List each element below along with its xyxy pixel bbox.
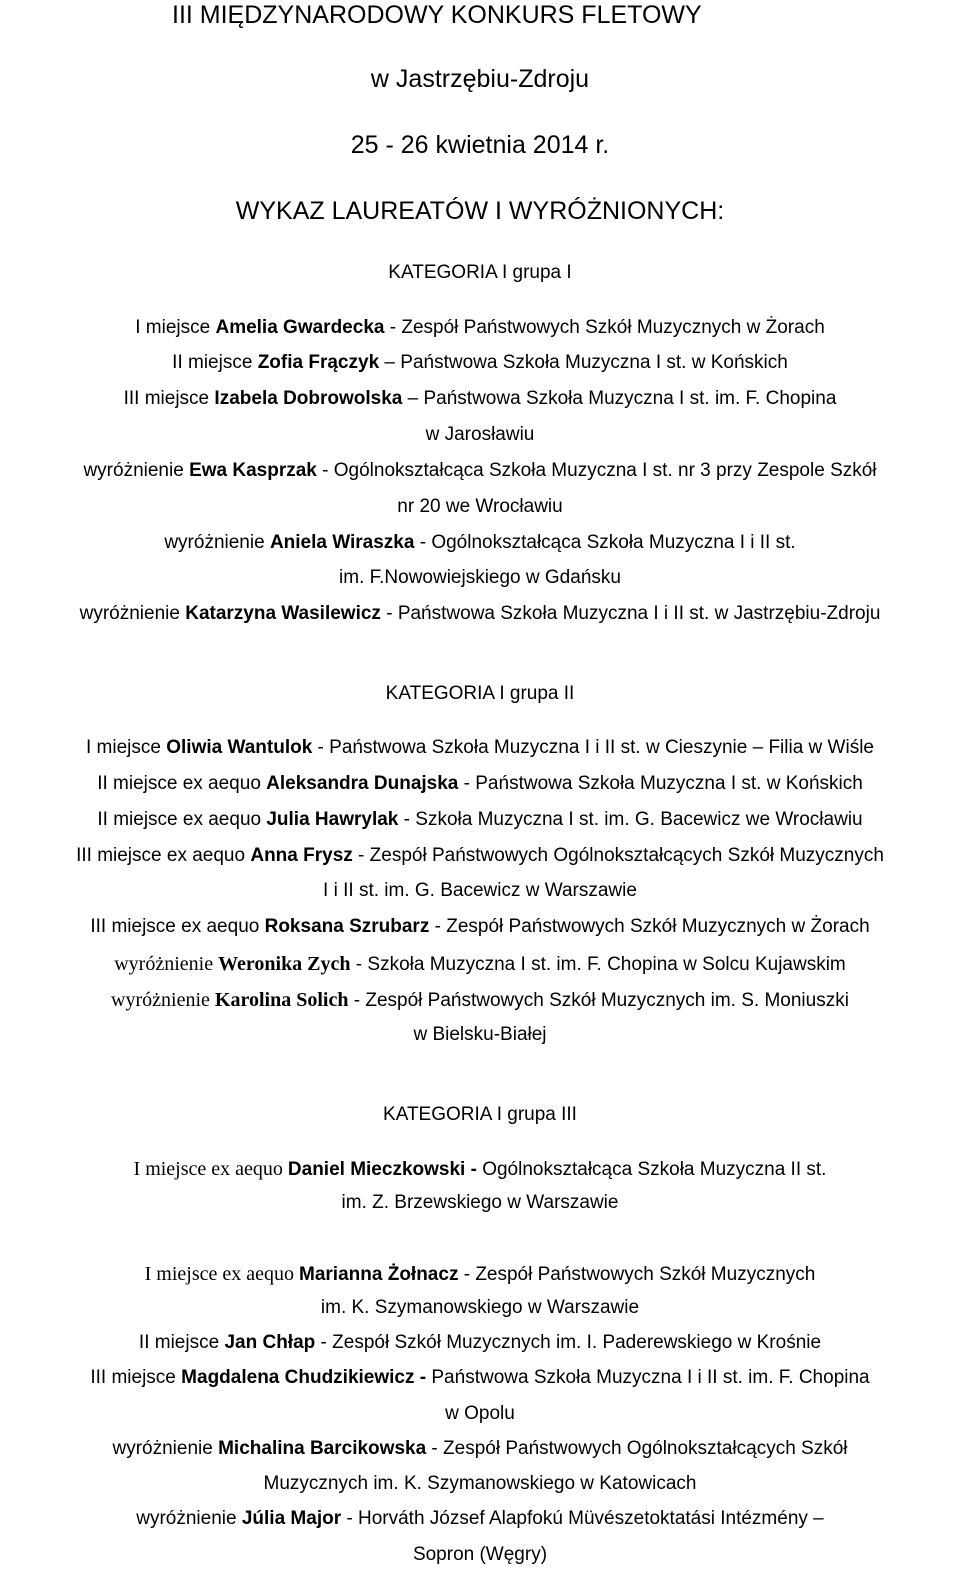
- entry: [0, 1262, 960, 1287]
- section-heading: KATEGORIA I grupa I: [388, 262, 572, 283]
- entry: [0, 988, 960, 1013]
- entry: [0, 1367, 960, 1390]
- laureate-name: Weronika Zych: [218, 953, 351, 975]
- entry-continuation: I i II st. im. G. Bacewicz w Warszawie: [323, 880, 637, 901]
- entry: [0, 352, 960, 375]
- school: - Ogólnokształcąca Szkoła Muzyczna I st. nr 3 przy Zespole Szkół: [316, 460, 877, 481]
- laureate-name: Oliwia Wantulok: [166, 737, 313, 758]
- entry: [0, 952, 960, 977]
- school: - Państwowa Szkoła Muzyczna I st. w Końskich: [458, 773, 863, 794]
- award: I miejsce ex aequo: [133, 1158, 288, 1180]
- laureate-name: Katarzyna Wasilewicz: [185, 603, 381, 624]
- entry: [0, 1438, 960, 1461]
- school: – Państwowa Szkoła Muzyczna I st. im. F. Chopina: [402, 388, 837, 409]
- laureate-name: Marianna Żołnacz: [299, 1264, 459, 1285]
- entry: [0, 603, 960, 626]
- entry-continuation: im. Z. Brzewskiego w Warszawie: [341, 1192, 619, 1213]
- award: II miejsce: [172, 352, 253, 373]
- award: I miejsce: [86, 737, 161, 758]
- award: II miejsce: [138, 1332, 220, 1353]
- entry: [0, 1157, 960, 1182]
- award: II miejsce ex aequo: [97, 809, 262, 830]
- section-heading: KATEGORIA I grupa II: [385, 683, 575, 704]
- entry: [0, 388, 960, 411]
- award: wyróżnienie: [112, 1438, 213, 1459]
- award: wyróżnienie: [79, 603, 180, 624]
- award: wyróżnienie: [83, 460, 184, 481]
- award: wyróżnienie: [136, 1508, 237, 1529]
- list-title: WYKAZ LAUREATÓW I WYRÓŻNIONYCH:: [235, 197, 725, 225]
- school: - Zespół Państwowych Ogólnokształcących Szkół Muzycznych: [352, 845, 884, 866]
- entry-continuation: Muzycznych im. K. Szymanowskiego w Katowicach: [263, 1473, 697, 1494]
- entry: [0, 1508, 960, 1531]
- school: Państwowa Szkoła Muzyczna I i II st. im. F. Chopina: [426, 1367, 870, 1388]
- school: - Zespół Państwowych Szkół Muzycznych w Żorach: [429, 916, 870, 937]
- award: wyróżnienie: [114, 953, 219, 975]
- school: – Państwowa Szkoła Muzyczna I st. w Końskich: [379, 352, 788, 373]
- school: - Państwowa Szkoła Muzyczna I i II st. w Jastrzębiu-Zdroju: [380, 603, 881, 624]
- award: I miejsce ex aequo: [144, 1263, 300, 1285]
- location: w Jastrzębiu-Zdroju: [370, 65, 590, 93]
- award: wyróżnienie: [164, 532, 265, 553]
- laureate-name: Roksana Szrubarz: [264, 916, 430, 937]
- laureate-name: Aniela Wiraszka: [269, 532, 415, 553]
- school: - Państwowa Szkoła Muzyczna I i II st. w Cieszynie – Filia w Wiśle: [312, 737, 874, 758]
- laureate-name: Aleksandra Dunajska: [266, 773, 459, 794]
- school: - Zespół Szkół Muzycznych im. I. Paderewskiego w Krośnie: [315, 1332, 822, 1353]
- award: wyróżnienie: [111, 989, 215, 1011]
- entry: [0, 773, 960, 796]
- entry: [0, 532, 960, 555]
- laureate-name: Daniel Mieczkowski -: [287, 1159, 477, 1180]
- section-heading: KATEGORIA I grupa III: [383, 1104, 577, 1125]
- school: - Ogólnokształcąca Szkoła Muzyczna I i II st.: [414, 532, 796, 553]
- laureate-name: Júlia Major: [241, 1508, 342, 1529]
- laureate-name: Ewa Kasprzak: [189, 460, 317, 481]
- award: III miejsce ex aequo: [76, 845, 246, 866]
- laureate-name: Michalina Barcikowska: [218, 1438, 427, 1459]
- school: - Szkoła Muzyczna I st. im. F. Chopina w Solcu Kujawskim: [350, 954, 846, 975]
- school: - Szkoła Muzyczna I st. im. G. Bacewicz we Wrocławiu: [398, 809, 863, 830]
- laureate-name: Anna Frysz: [250, 845, 353, 866]
- main-title: III MIĘDZYNARODOWY KONKURS FLETOWY: [172, 1, 702, 29]
- laureate-name: Magdalena Chudzikiewicz -: [181, 1367, 427, 1388]
- entry: [0, 845, 960, 868]
- entry: [0, 1332, 960, 1355]
- laureate-name: Izabela Dobrowolska: [214, 388, 403, 409]
- entry-continuation: w Jarosławiu: [425, 424, 535, 445]
- laureate-name: Julia Hawrylak: [266, 809, 399, 830]
- school: Ogólnokształcąca Szkoła Muzyczna II st.: [476, 1159, 827, 1180]
- entry-continuation: Sopron (Węgry): [412, 1544, 548, 1565]
- entry-continuation: nr 20 we Wrocławiu: [397, 496, 563, 517]
- award: III miejsce ex aequo: [90, 916, 260, 937]
- award: III miejsce: [90, 1367, 176, 1388]
- entry-continuation: w Opolu: [445, 1403, 515, 1424]
- laureate-name: Jan Chłap: [224, 1332, 316, 1353]
- entry: [0, 916, 960, 939]
- entry-continuation: im. F.Nowowiejskiego w Gdańsku: [339, 567, 621, 588]
- entry: [0, 737, 960, 760]
- school: - Horváth József Alapfokú Müvészetoktatási Intézmény –: [341, 1508, 824, 1529]
- entry-continuation: w Bielsku-Białej: [413, 1024, 547, 1045]
- school: - Zespół Państwowych Szkół Muzycznych w Żorach: [384, 317, 825, 338]
- laureate-name: Zofia Frączyk: [257, 352, 380, 373]
- award: I miejsce: [135, 317, 211, 338]
- school: - Zespół Państwowych Ogólnokształcących Szkół: [426, 1438, 848, 1459]
- laureate-name: Karolina Solich: [214, 989, 349, 1011]
- entry: [0, 317, 960, 340]
- entry-continuation: im. K. Szymanowskiego w Warszawie: [320, 1297, 640, 1318]
- school: - Zespół Państwowych Szkół Muzycznych im. S. Moniuszki: [348, 990, 849, 1011]
- entry: [0, 460, 960, 483]
- entry: [0, 809, 960, 832]
- school: - Zespół Państwowych Szkół Muzycznych: [458, 1264, 816, 1285]
- laureate-name: Amelia Gwardecka: [215, 317, 385, 338]
- award: III miejsce: [123, 388, 210, 409]
- date: 25 - 26 kwietnia 2014 r.: [350, 131, 610, 159]
- award: II miejsce ex aequo: [97, 773, 261, 794]
